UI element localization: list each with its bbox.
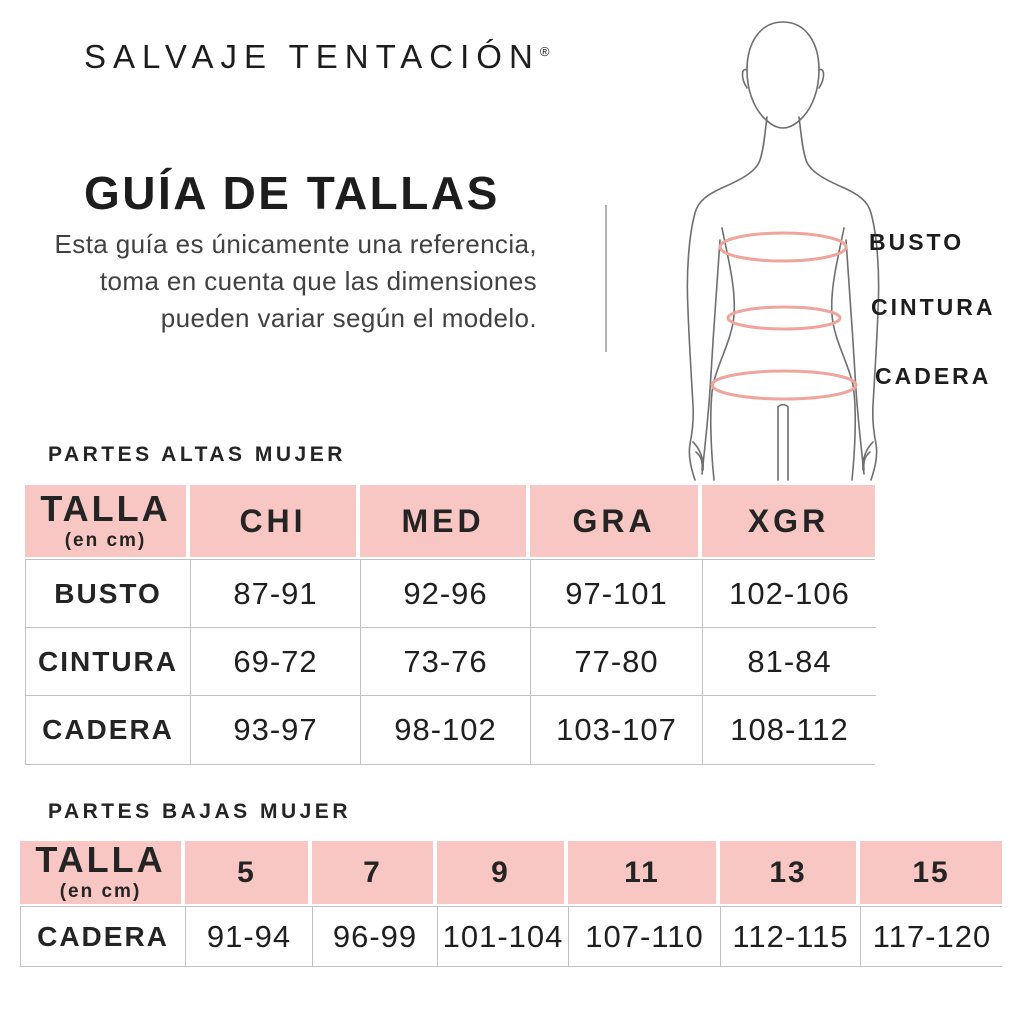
registered-mark: ® xyxy=(539,44,550,59)
size-value: 103-107 xyxy=(556,712,677,747)
column-header: CHI xyxy=(239,502,307,539)
measure-label-waist: CINTURA xyxy=(871,294,996,320)
size-cell xyxy=(361,560,531,628)
section-heading-lower: PARTES BAJAS MUJER xyxy=(48,800,351,823)
size-value: 77-80 xyxy=(574,643,659,679)
header-cell-5 xyxy=(185,841,312,904)
header-cell-chi xyxy=(190,485,360,557)
size-cell xyxy=(361,628,531,696)
header-cell-7 xyxy=(312,841,437,904)
size-cell xyxy=(438,907,569,966)
size-cell xyxy=(721,907,861,966)
row-label: CADERA xyxy=(42,714,174,745)
row-label-cell xyxy=(26,560,191,628)
size-value: 69-72 xyxy=(233,643,318,679)
size-cell xyxy=(703,628,876,696)
talla-label: TALLA xyxy=(35,839,166,880)
measure-label-hip: CADERA xyxy=(875,363,992,389)
column-header: 5 xyxy=(237,855,256,889)
size-cell xyxy=(191,696,361,764)
column-header: 15 xyxy=(912,855,950,889)
header-cell-med xyxy=(360,485,530,557)
upper-table-body xyxy=(25,559,875,765)
page-title: GUÍA DE TALLAS xyxy=(84,167,500,219)
size-cell xyxy=(313,907,438,966)
size-value: 73-76 xyxy=(403,643,488,679)
size-cell xyxy=(191,628,361,696)
size-value: 112-115 xyxy=(732,918,849,954)
header-cell-15 xyxy=(860,841,1002,904)
row-label: BUSTO xyxy=(54,577,162,609)
header-cell-xgr xyxy=(702,485,875,557)
size-value: 117-120 xyxy=(872,918,992,954)
size-value: 91-94 xyxy=(206,918,292,954)
size-cell xyxy=(569,907,721,966)
waist-measure-ellipse xyxy=(728,307,840,329)
talla-label: TALLA xyxy=(40,487,171,529)
size-cell xyxy=(861,907,1003,966)
size-value: 98-102 xyxy=(394,712,497,747)
size-cell xyxy=(703,560,876,628)
size-value: 97-101 xyxy=(565,575,668,611)
size-value: 108-112 xyxy=(730,712,849,747)
column-header: 13 xyxy=(769,855,807,889)
brand-logo xyxy=(84,38,549,76)
measure-label-bust: BUSTO xyxy=(869,229,965,255)
size-cell xyxy=(361,696,531,764)
size-value: 92-96 xyxy=(403,575,488,611)
size-cell xyxy=(703,696,876,764)
talla-unit: (en cm) xyxy=(64,529,147,551)
row-label-cell xyxy=(26,628,191,696)
row-label: CINTURA xyxy=(38,645,178,677)
row-label-cell xyxy=(26,696,191,764)
size-value: 81-84 xyxy=(747,643,832,679)
bust-measure-ellipse xyxy=(720,233,846,261)
intro-text: Esta guía es únicamente una referencia, toma en cuenta que las dimensiones pueden variar según el modelo. xyxy=(54,229,537,333)
size-cell xyxy=(531,560,703,628)
size-cell xyxy=(191,560,361,628)
column-header: 11 xyxy=(624,855,660,889)
size-cell xyxy=(531,696,703,764)
row-label-cell xyxy=(21,907,186,966)
column-header: MED xyxy=(401,502,485,539)
lower-table-body xyxy=(20,906,1002,967)
header-cell-gra xyxy=(530,485,702,557)
size-value: 96-99 xyxy=(332,918,418,954)
brand-name: SALVAJE TENTACIÓN xyxy=(84,38,540,75)
upper-table-header xyxy=(25,485,875,557)
header-cell-11 xyxy=(568,841,720,904)
column-header: 7 xyxy=(363,855,382,889)
size-value: 102-106 xyxy=(729,575,850,611)
column-header: GRA xyxy=(572,502,656,539)
size-value: 87-91 xyxy=(233,575,318,611)
section-heading-upper: PARTES ALTAS MUJER xyxy=(48,443,346,466)
column-header: XGR xyxy=(747,502,830,539)
talla-unit: (en cm) xyxy=(59,881,142,902)
header-cell-9 xyxy=(437,841,568,904)
column-header: 9 xyxy=(491,855,510,889)
header-cell-talla xyxy=(25,485,190,557)
row-label: CADERA xyxy=(37,920,169,952)
size-value: 107-110 xyxy=(585,918,704,954)
size-cell xyxy=(531,628,703,696)
size-value: 93-97 xyxy=(233,712,318,747)
header-cell-13 xyxy=(720,841,860,904)
size-cell xyxy=(186,907,313,966)
header-cell-talla xyxy=(20,841,185,904)
size-value: 101-104 xyxy=(442,918,564,954)
lower-table-header xyxy=(20,841,1002,904)
hip-measure-ellipse xyxy=(712,371,856,399)
